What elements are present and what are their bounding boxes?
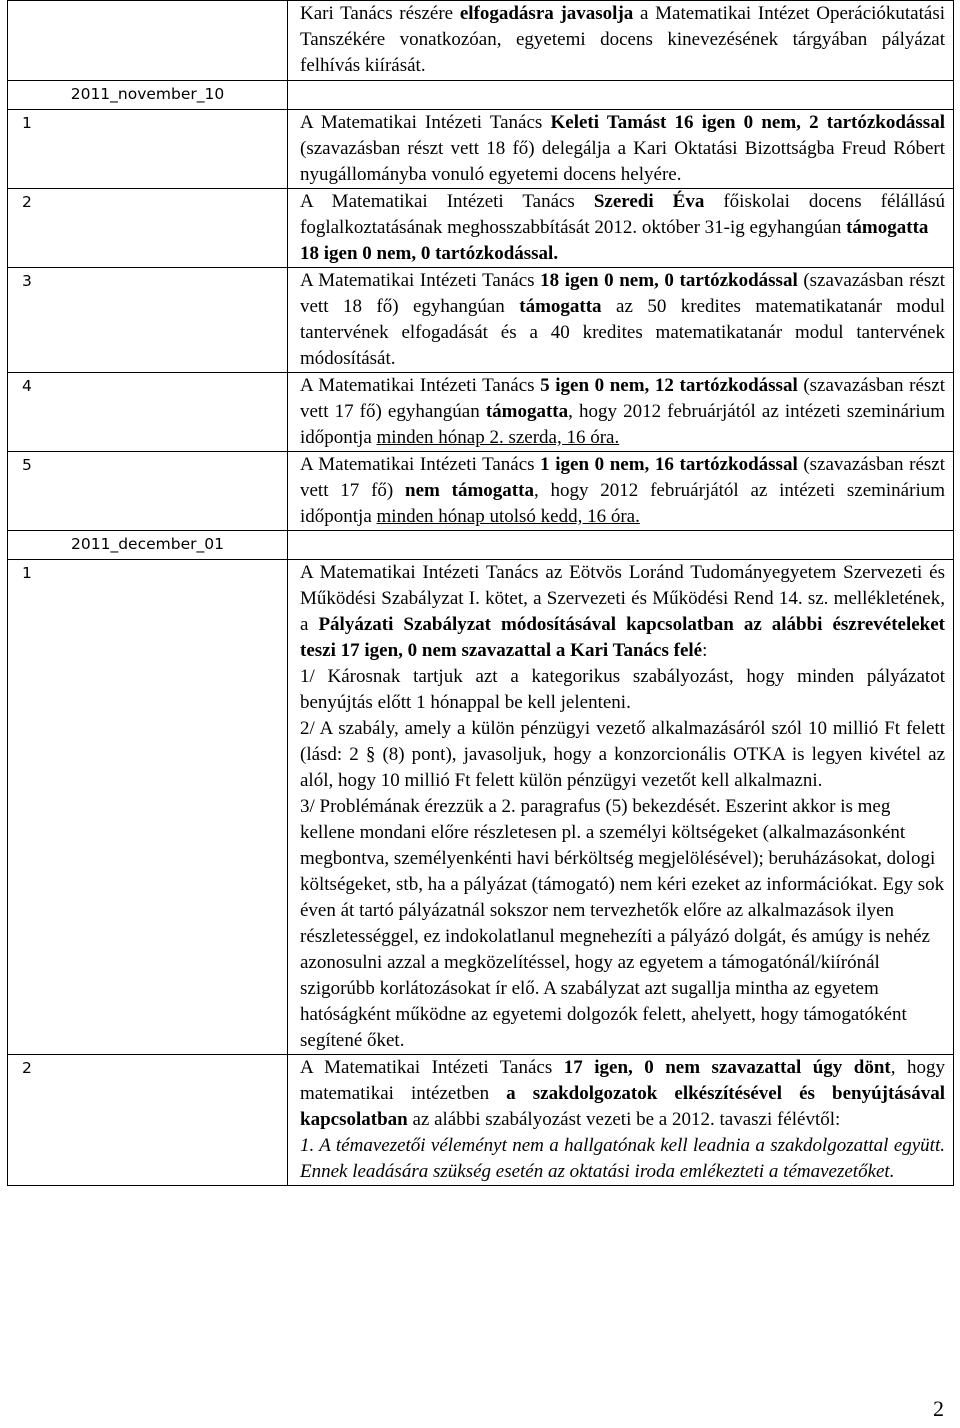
- table-row: [8, 1055, 954, 1186]
- content-cell: [288, 531, 954, 560]
- text: az 50 kredites matematikatanár modul tantervének elfogadását és a 40 kredites matematikatanár modul tantervének módosítását.: [300, 296, 945, 369]
- table-row: [8, 1, 954, 81]
- text: a Matematikai Intézet Operációkutatási Tanszékére vonatkozóan, egyetemi docens kinevezésének tárgyában pályázat felhívás kiírását.: [300, 3, 946, 76]
- number-cell: 2: [8, 1055, 288, 1186]
- table-row: [8, 560, 954, 1055]
- number-cell: 5: [8, 452, 288, 531]
- paragraph: 3/ Problémának érezzük a 2. paragrafus (5) bekezdését. Eszerint akkor is meg kellene mondani előre részletesen pl. a személyi költségeket (alkalmazásonként megbontva, személyenkénti havi bérköltség megjelölésével); beruházásokat, dologi költségeket, stb, ha a pályázat (támogató) nem kéri ezeket az információkat. Egy sok éven át tartó pályázatnál sokszor nem tervezhetők előre az alkalmazások ilyen részletességgel, ez indokolatlanul megnehezíti a pályázó dolgát, és amúgy is nehéz azonosulni azzal a megközelítéssel, hogy az egyetem a támogatónál/kiírónál szigorúbb korlátozásokat ír elő. A szabályzat azt sugallja mintha az egyetem hatóságként működne az egyetemi dolgozók felett, ahelyett, hogy támogatóként segítené őket.: [300, 796, 945, 1051]
- table-row: [8, 452, 954, 531]
- bold-text: támogatta: [519, 296, 602, 317]
- text: A Matematikai Intézeti Tanács: [300, 454, 541, 475]
- bold-text: elfogadásra javasolja: [459, 3, 634, 24]
- text: A Matematikai Intézeti Tanács: [300, 1057, 564, 1078]
- bold-text: Keleti Tamást 16 igen 0 nem, 2 tartózkodással: [550, 112, 945, 133]
- bold-text: nem támogatta: [405, 480, 534, 501]
- italic-paragraph: 1. A témavezetői véleményt nem a hallgatónak kell leadnia a szakdolgozattal együtt. Ennek leadására szükség esetén az oktatási iroda emlékezteti a témavezetőket.: [300, 1135, 945, 1182]
- number-cell: 1: [8, 560, 288, 1055]
- content-cell: [288, 110, 954, 189]
- bold-text: 17 igen, 0 nem szavazattal úgy dönt: [563, 1057, 891, 1078]
- table-row: [8, 110, 954, 189]
- table-row: [8, 189, 954, 268]
- bold-text: 18 igen 0 nem, 0 tartózkodással.: [300, 243, 559, 264]
- content-cell: [288, 1, 954, 81]
- text: (szavazásban részt vett 18 fő) egyhangúan: [300, 270, 945, 317]
- paragraph: [300, 241, 945, 267]
- bold-text: 18 igen 0 nem, 0 tartózkodással: [540, 270, 798, 291]
- text: A Matematikai Intézeti Tanács: [300, 270, 541, 291]
- text: , hogy 2012 februárjától az intézeti szeminárium időpontja: [300, 480, 945, 527]
- text: A Matematikai Intézeti Tanács: [300, 375, 541, 396]
- number-cell: 1: [8, 110, 288, 189]
- table-row: [8, 373, 954, 452]
- text: Kari Tanács részére: [300, 3, 460, 24]
- paragraph: [300, 1055, 945, 1133]
- paragraph: 2/ A szabály, amely a külön pénzügyi vezető alkalmazásáról szól 10 millió Ft felett (lásd: 2 § (8) pont), javasoljuk, hogy a konzorcionális OTKA is legyen kivétel az alól, hogy 10 millió Ft felett külön pénzügyi vezetőt kell alkalmazni.: [300, 718, 945, 791]
- number-cell: 3: [8, 268, 288, 373]
- text: (szavazásban részt vett 18 fő) delegálja a Kari Oktatási Bizottságba Freud Róbert nyugállományba vonuló egyetemi docens helyére.: [300, 138, 945, 185]
- content-cell: [288, 1055, 954, 1186]
- text: (szavazásban részt vett 17 fő) egyhangúan: [300, 375, 945, 422]
- content-cell: [288, 189, 954, 268]
- date-cell: 2011_november_10: [8, 81, 288, 110]
- text: :: [702, 640, 708, 661]
- underlined-text: minden hónap utolsó kedd, 16 óra.: [376, 506, 640, 527]
- text: főiskolai docens félállású foglalkoztatásának meghosszabbítását 2012. október 31-ig egyhangúan: [300, 191, 945, 238]
- text: A Matematikai Intézeti Tanács az Eötvös Loránd Tudományegyetem Szervezeti és Működési Szabályzat I. kötet, a Szervezeti és Működési Rend 14. sz. mellékletének, a: [300, 562, 945, 635]
- bold-text: támogatta: [846, 217, 929, 238]
- minutes-table: [7, 0, 954, 1186]
- bold-text: Pályázati Szabályzat módosításával kapcsolatban az alábbi észrevételeket teszi 17 igen, 0 nem szavazattal a Kari Tanács felé: [300, 614, 945, 661]
- content-cell: [288, 373, 954, 452]
- text: (szavazásban részt vett 17 fő): [300, 454, 945, 501]
- bold-text: Szeredi Éva: [593, 191, 705, 212]
- page-number: 2: [933, 1396, 944, 1421]
- underlined-text: minden hónap 2. szerda, 16 óra.: [376, 427, 620, 448]
- number-cell: 4: [8, 373, 288, 452]
- content-cell: [288, 560, 954, 1055]
- content-cell: [288, 268, 954, 373]
- paragraph: 1/ Károsnak tartjuk azt a kategorikus szabályozást, hogy minden pályázatot benyújtás előtt 1 hónappal be kell jelenteni.: [300, 666, 945, 713]
- bold-text: támogatta: [485, 401, 569, 422]
- date-cell: 2011_december_01: [8, 531, 288, 560]
- text: , hogy 2012 februárjától az intézeti szeminárium időpontja: [300, 401, 945, 448]
- text: , hogy matematikai intézetben: [300, 1057, 946, 1104]
- paragraph: [300, 560, 945, 664]
- bold-text: 1 igen 0 nem, 16 tartózkodással: [540, 454, 798, 475]
- content-cell: [288, 81, 954, 110]
- bold-text: 5 igen 0 nem, 12 tartózkodással: [540, 375, 798, 396]
- bold-text: a szakdolgozatok elkészítésével és benyújtásával kapcsolatban: [300, 1083, 945, 1130]
- text: az alábbi szabályozást vezeti be a 2012. tavaszi félévtől:: [407, 1109, 841, 1130]
- date-row: [8, 81, 954, 110]
- text: A Matematikai Intézeti Tanács: [300, 191, 594, 212]
- number-cell: 2: [8, 189, 288, 268]
- number-cell: [8, 1, 288, 81]
- content-cell: [288, 452, 954, 531]
- date-row: [8, 531, 954, 560]
- text: A Matematikai Intézeti Tanács: [300, 112, 551, 133]
- table-row: [8, 268, 954, 373]
- paragraph: [300, 189, 945, 241]
